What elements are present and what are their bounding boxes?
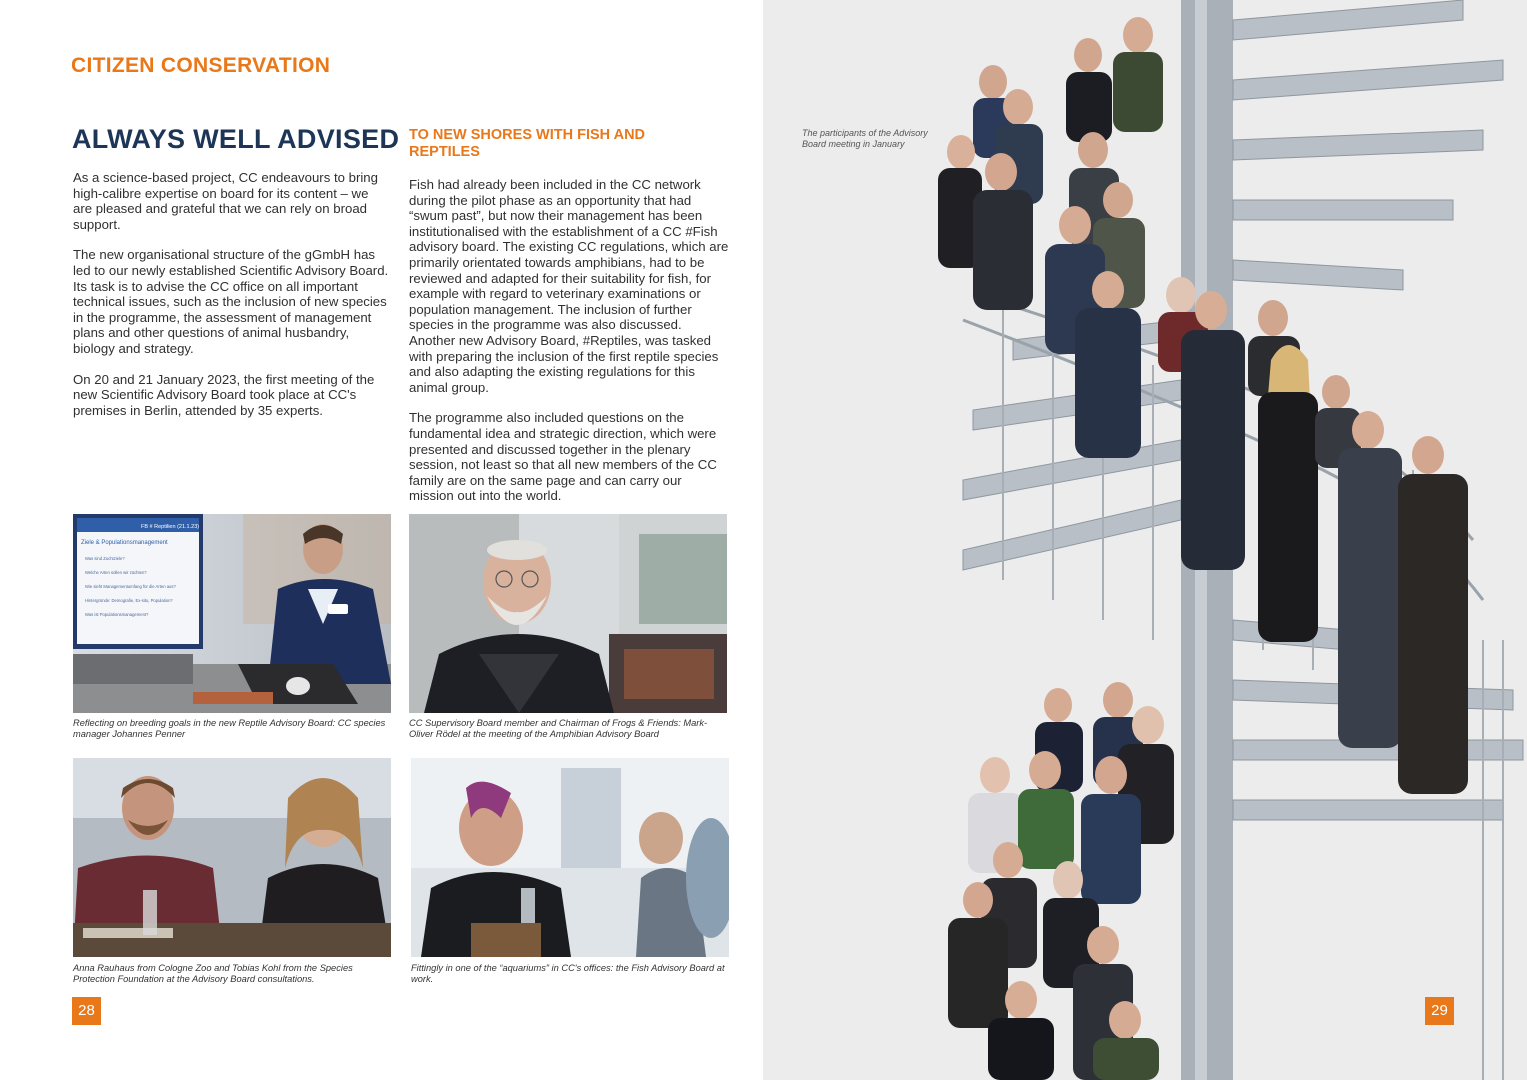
paragraph: Fish had already been included in the CC network during the pilot phase as an opportunity that had “swum past”, but now their management has been institutionalised with the establishment of a CC #Fish advisory board. The existing CC regulations, which are primarily orientated towards amphibians, had to be reviewed and adapted for their suitability for fish, for example with regard to veterinary examinations or population management. The inclusion of further species in the programme was also discussed. Another new Advisory Board, #Reptiles, was tasked with preparing the inclusion of the first reptile species and also adapting the existing regulations for this animal group. bbox=[409, 177, 729, 395]
paragraph: As a science-based project, CC endeavours to bring high-calibre expertise on board for its content – we are pleased and grateful that we can rely on broad support. bbox=[73, 170, 378, 232]
photo-caption: Reflecting on breeding goals in the new Reptile Advisory Board: CC species manager Johannes Penner bbox=[73, 718, 386, 739]
brand-title: CITIZEN CONSERVATION bbox=[71, 54, 331, 77]
right-page bbox=[763, 0, 1527, 1080]
photo-caption: Fittingly in one of the “aquariums” in CC's offices: the Fish Advisory Board at work. bbox=[411, 963, 725, 984]
screen-line: Was ist Populationsmanagement? bbox=[85, 612, 149, 617]
group-photo-staircase bbox=[763, 0, 1527, 1080]
photo-caption: CC Supervisory Board member and Chairman of Frogs & Friends: Mark-Oliver Rödel at the meeting of the Amphibian Advisory Board bbox=[409, 718, 708, 739]
article-subheading: TO NEW SHORES WITH FISH AND REPTILES bbox=[409, 127, 646, 160]
screen-line: Welche Arten sollen wir züchten? bbox=[85, 570, 147, 575]
paragraph: On 20 and 21 January 2023, the first meeting of the new Scientific Advisory Board took place at CC's premises in Berlin, attended by 35 experts. bbox=[73, 371, 375, 418]
paragraph: The new organisational structure of the gGmbH has led to our newly established Scientific Advisory Board. Its task is to advise the CC office on all important technical issues, such as the inclusion of new species in the programme, the assessment of management plans and other questions of animal husbandry, biology and strategy. bbox=[73, 247, 389, 356]
photo-consultations bbox=[73, 758, 391, 957]
group-photo-caption: The participants of the Advisory Board meeting in January bbox=[802, 128, 928, 149]
text-column-1 bbox=[73, 170, 391, 433]
screen-line: Was sind Zuchtziele? bbox=[85, 556, 125, 561]
page-number-left: 28 bbox=[72, 997, 101, 1025]
paragraph: The programme also included questions on the fundamental idea and strategic direction, which were presented and discussed together in the plenary session, not least so that all new members of the CC family are on the same page and can carry our mission out into the world. bbox=[409, 410, 717, 504]
photo-amphibian-board bbox=[409, 514, 727, 713]
photo-fish-board bbox=[411, 758, 729, 957]
article-headline: ALWAYS WELL ADVISED bbox=[72, 124, 400, 154]
text-column-2 bbox=[409, 177, 729, 519]
page-number-right: 29 bbox=[1425, 997, 1454, 1025]
photo-reptile-board bbox=[73, 514, 391, 713]
screen-title: FB # Reptilien (21.1.23) bbox=[141, 524, 200, 530]
screen-line: Wie sieht Managementumfang für die Arten aus? bbox=[85, 584, 176, 589]
photo-caption: Anna Rauhaus from Cologne Zoo and Tobias Kohl from the Species Protection Foundation at the Advisory Board consultations. bbox=[73, 963, 353, 984]
screen-heading: Ziele & Populationsmanagement bbox=[81, 540, 168, 546]
screen-line: Hintergründe: Demografie, Ex-situ, Population? bbox=[85, 598, 173, 603]
left-page bbox=[0, 0, 763, 1080]
